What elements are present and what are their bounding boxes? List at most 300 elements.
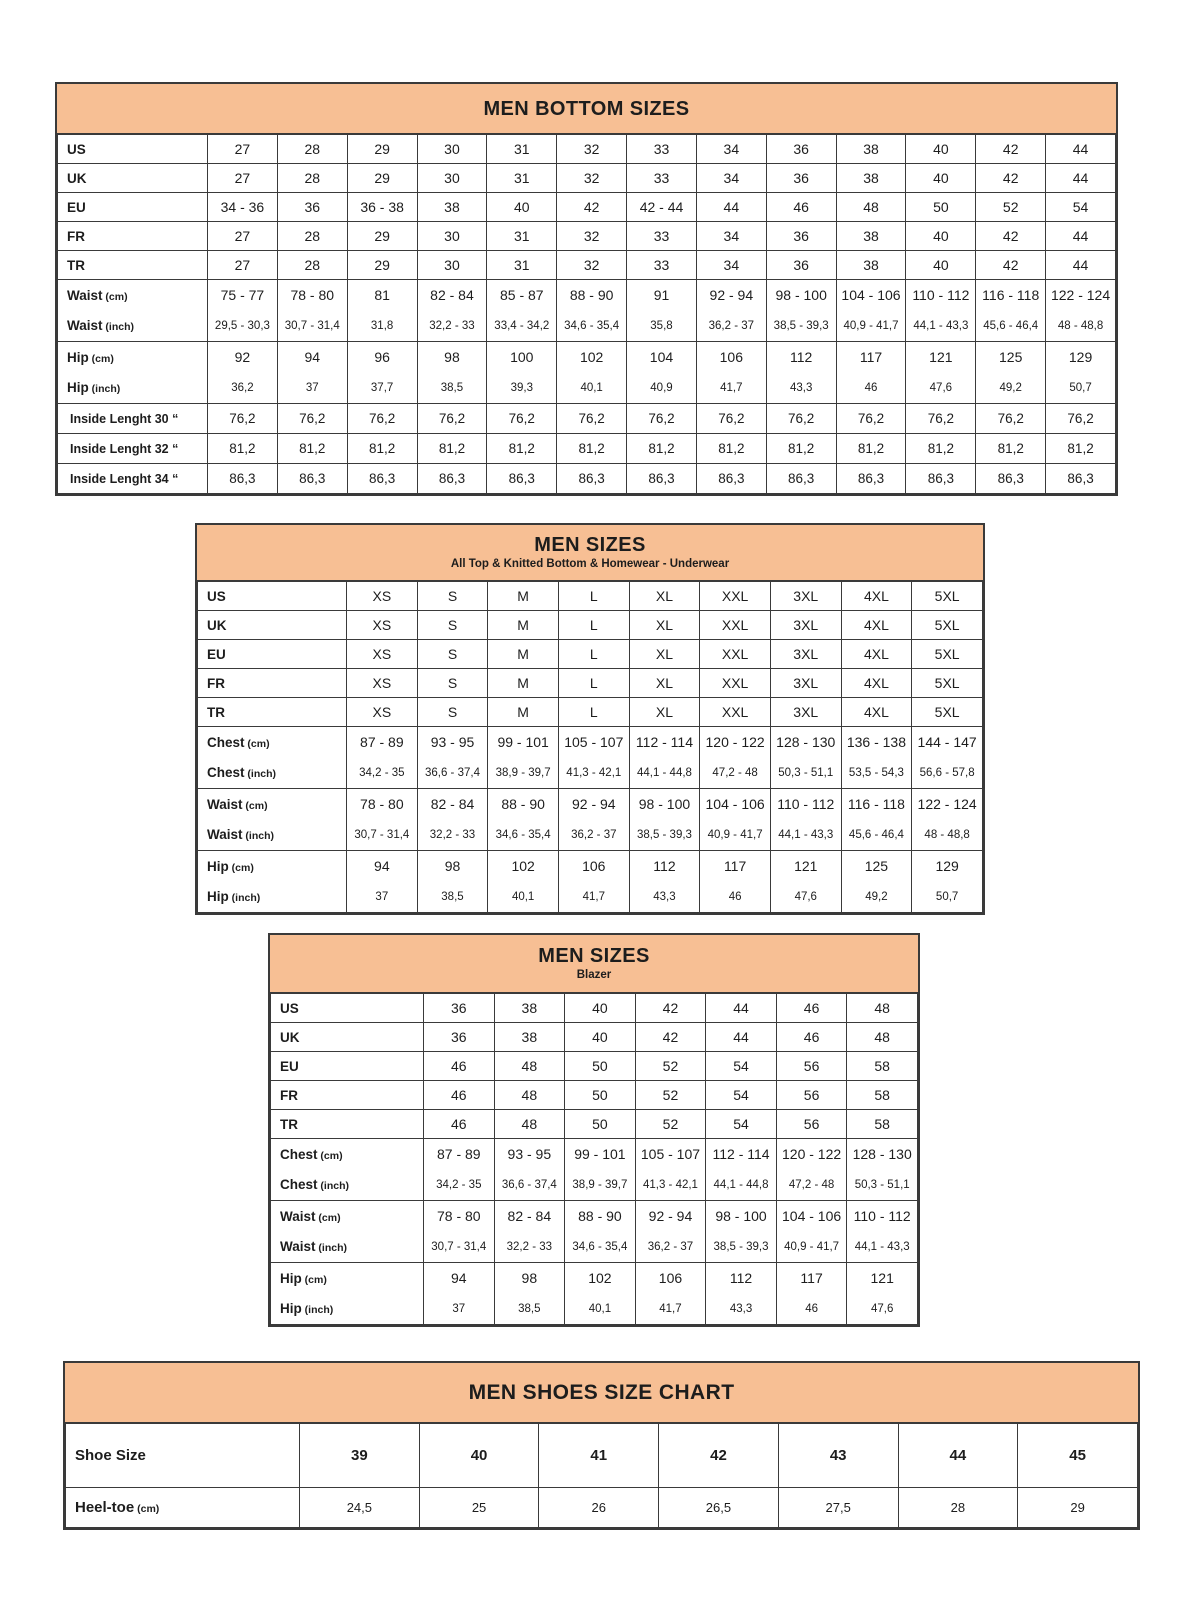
row-label: TR bbox=[58, 251, 208, 280]
size-cell: 56 bbox=[776, 1081, 847, 1110]
size-cell: 86,3 bbox=[627, 464, 697, 494]
row-label: Hip (inch) bbox=[271, 1294, 424, 1325]
size-cell: 46 bbox=[700, 882, 771, 913]
size-cell: 45,6 - 46,4 bbox=[976, 311, 1046, 342]
size-cell: M bbox=[488, 669, 559, 698]
size-cell: XS bbox=[347, 640, 418, 669]
size-cell: M bbox=[488, 698, 559, 727]
size-cell: 44,1 - 43,3 bbox=[847, 1232, 918, 1263]
size-cell: 29,5 - 30,3 bbox=[208, 311, 278, 342]
size-cell: 46 bbox=[776, 994, 847, 1023]
size-cell: 52 bbox=[635, 1110, 706, 1139]
size-cell: 50,3 - 51,1 bbox=[847, 1170, 918, 1201]
size-cell: 47,2 - 48 bbox=[700, 758, 771, 789]
size-cell: 33 bbox=[627, 164, 697, 193]
size-cell: 29 bbox=[347, 164, 417, 193]
size-cell: 110 - 112 bbox=[847, 1201, 918, 1232]
size-cell: 34 bbox=[696, 251, 766, 280]
table-row bbox=[198, 698, 983, 727]
size-cell: S bbox=[417, 640, 488, 669]
size-cell: 42 bbox=[976, 164, 1046, 193]
size-cell: 31 bbox=[487, 251, 557, 280]
table-row bbox=[58, 373, 1116, 404]
row-label: Waist (cm) bbox=[271, 1201, 424, 1232]
size-cell: 42 bbox=[976, 251, 1046, 280]
table-row bbox=[58, 342, 1116, 373]
size-cell: 86,3 bbox=[836, 464, 906, 494]
size-cell: XS bbox=[347, 582, 418, 611]
table-row bbox=[271, 1139, 918, 1170]
size-cell: 38,5 bbox=[494, 1294, 565, 1325]
size-cell: 99 - 101 bbox=[565, 1139, 636, 1170]
row-label: Waist (inch) bbox=[58, 311, 208, 342]
size-cell: 50 bbox=[906, 193, 976, 222]
size-cell: 3XL bbox=[770, 582, 841, 611]
size-cell: XL bbox=[629, 698, 700, 727]
size-cell: 28 bbox=[277, 251, 347, 280]
size-cell: 117 bbox=[700, 851, 771, 882]
table-row bbox=[271, 1232, 918, 1263]
size-cell: 44 bbox=[1046, 251, 1116, 280]
size-cell: 112 bbox=[766, 342, 836, 373]
table-row bbox=[271, 1201, 918, 1232]
size-cell: 96 bbox=[347, 342, 417, 373]
size-cell: 26,5 bbox=[659, 1488, 779, 1528]
size-cell: 30,7 - 31,4 bbox=[277, 311, 347, 342]
men-sizes-top-header bbox=[197, 525, 983, 581]
size-cell: 47,6 bbox=[906, 373, 976, 404]
size-cell: 122 - 124 bbox=[1046, 280, 1116, 311]
size-cell: 43,3 bbox=[766, 373, 836, 404]
size-cell: 76,2 bbox=[277, 404, 347, 434]
size-cell: 86,3 bbox=[487, 464, 557, 494]
size-cell: 32 bbox=[557, 251, 627, 280]
size-cell: 44 bbox=[706, 994, 777, 1023]
row-label: Hip (inch) bbox=[58, 373, 208, 404]
size-cell: 86,3 bbox=[976, 464, 1046, 494]
size-cell: 30,7 - 31,4 bbox=[424, 1232, 495, 1263]
size-cell: 86,3 bbox=[1046, 464, 1116, 494]
size-cell: 48 bbox=[847, 994, 918, 1023]
size-cell: 36 bbox=[766, 222, 836, 251]
size-cell: 81 bbox=[347, 280, 417, 311]
size-cell: 58 bbox=[847, 1052, 918, 1081]
size-cell: 36,2 bbox=[208, 373, 278, 404]
size-cell: 76,2 bbox=[766, 404, 836, 434]
size-cell: 121 bbox=[770, 851, 841, 882]
size-cell: 38,5 - 39,3 bbox=[629, 820, 700, 851]
size-cell: 94 bbox=[424, 1263, 495, 1294]
table-title: MEN SHOES SIZE CHART bbox=[468, 1380, 735, 1404]
size-cell: 44 bbox=[1046, 222, 1116, 251]
size-cell: 92 - 94 bbox=[635, 1201, 706, 1232]
table-row bbox=[271, 1081, 918, 1110]
size-cell: 129 bbox=[1046, 342, 1116, 373]
size-cell: 86,3 bbox=[766, 464, 836, 494]
row-label: Hip (inch) bbox=[198, 882, 347, 913]
size-cell: 48 - 48,8 bbox=[1046, 311, 1116, 342]
table-row bbox=[198, 582, 983, 611]
row-label: Waist (cm) bbox=[58, 280, 208, 311]
size-cell: 86,3 bbox=[277, 464, 347, 494]
size-cell: 86,3 bbox=[906, 464, 976, 494]
size-cell: 5XL bbox=[912, 640, 983, 669]
size-cell: L bbox=[558, 611, 629, 640]
size-cell: 102 bbox=[488, 851, 559, 882]
size-cell: 81,2 bbox=[766, 434, 836, 464]
size-cell: 33 bbox=[627, 251, 697, 280]
size-cell: 56 bbox=[776, 1110, 847, 1139]
row-label: Chest (cm) bbox=[271, 1139, 424, 1170]
table-title: MEN SIZES bbox=[538, 945, 650, 968]
size-cell: 4XL bbox=[841, 582, 912, 611]
size-cell: 81,2 bbox=[906, 434, 976, 464]
size-cell: 42 - 44 bbox=[627, 193, 697, 222]
size-cell: L bbox=[558, 698, 629, 727]
size-cell: 43,3 bbox=[706, 1294, 777, 1325]
table-row bbox=[58, 193, 1116, 222]
size-cell: 81,2 bbox=[976, 434, 1046, 464]
size-cell: 27 bbox=[208, 251, 278, 280]
size-cell: 52 bbox=[976, 193, 1046, 222]
size-cell: 110 - 112 bbox=[906, 280, 976, 311]
size-cell: 38,5 - 39,3 bbox=[766, 311, 836, 342]
size-cell: 81,2 bbox=[417, 434, 487, 464]
table-row bbox=[58, 280, 1116, 311]
size-cell: 3XL bbox=[770, 669, 841, 698]
size-cell: 78 - 80 bbox=[424, 1201, 495, 1232]
size-cell: 106 bbox=[696, 342, 766, 373]
size-cell: 110 - 112 bbox=[770, 789, 841, 820]
size-cell: 41,3 - 42,1 bbox=[635, 1170, 706, 1201]
size-cell: 86,3 bbox=[347, 464, 417, 494]
size-cell: 81,2 bbox=[1046, 434, 1116, 464]
size-cell: 58 bbox=[847, 1081, 918, 1110]
row-label: Inside Lenght 32 “ bbox=[58, 434, 208, 464]
size-cell: 36 bbox=[424, 994, 495, 1023]
row-label: EU bbox=[271, 1052, 424, 1081]
table-title: MEN SIZES bbox=[534, 534, 646, 557]
size-cell: 44,1 - 44,8 bbox=[706, 1170, 777, 1201]
size-cell: 112 - 114 bbox=[706, 1139, 777, 1170]
size-cell: 30 bbox=[417, 135, 487, 164]
size-cell: XXL bbox=[700, 669, 771, 698]
size-cell: 34 bbox=[696, 135, 766, 164]
size-cell: 29 bbox=[347, 251, 417, 280]
row-label: US bbox=[198, 582, 347, 611]
size-cell: XS bbox=[347, 698, 418, 727]
size-cell: 27,5 bbox=[778, 1488, 898, 1528]
size-cell: 81,2 bbox=[627, 434, 697, 464]
row-label: UK bbox=[58, 164, 208, 193]
size-cell: 29 bbox=[347, 135, 417, 164]
size-cell: 81,2 bbox=[487, 434, 557, 464]
size-cell: 38 bbox=[836, 251, 906, 280]
size-cell: 78 - 80 bbox=[347, 789, 418, 820]
size-cell: 3XL bbox=[770, 640, 841, 669]
size-cell: 50,3 - 51,1 bbox=[770, 758, 841, 789]
men-shoes-size-table bbox=[63, 1361, 1140, 1530]
size-cell: 46 bbox=[776, 1294, 847, 1325]
size-cell: 40,9 bbox=[627, 373, 697, 404]
table-row bbox=[66, 1424, 1138, 1488]
size-cell: 129 bbox=[912, 851, 983, 882]
men-shoes-size-grid bbox=[65, 1423, 1138, 1528]
size-cell: 120 - 122 bbox=[776, 1139, 847, 1170]
size-cell: 86,3 bbox=[696, 464, 766, 494]
size-cell: 50 bbox=[565, 1081, 636, 1110]
size-cell: M bbox=[488, 611, 559, 640]
size-cell: 40 bbox=[565, 1023, 636, 1052]
row-label: Chest (inch) bbox=[198, 758, 347, 789]
size-cell: 85 - 87 bbox=[487, 280, 557, 311]
men-sizes-blazer-table bbox=[268, 933, 920, 1327]
size-cell: 144 - 147 bbox=[912, 727, 983, 758]
size-cell: 5XL bbox=[912, 698, 983, 727]
table-row bbox=[198, 727, 983, 758]
size-cell: 30,7 - 31,4 bbox=[347, 820, 418, 851]
size-cell: 34,6 - 35,4 bbox=[488, 820, 559, 851]
size-cell: L bbox=[558, 640, 629, 669]
row-label: Waist (inch) bbox=[271, 1232, 424, 1263]
size-cell: 28 bbox=[277, 164, 347, 193]
size-cell: S bbox=[417, 698, 488, 727]
size-cell: 38 bbox=[836, 164, 906, 193]
size-cell: 32 bbox=[557, 135, 627, 164]
size-cell: 38 bbox=[494, 1023, 565, 1052]
size-cell: 48 bbox=[494, 1052, 565, 1081]
row-label: FR bbox=[271, 1081, 424, 1110]
row-label: Heel-toe (cm) bbox=[66, 1488, 300, 1528]
size-cell: 46 bbox=[424, 1081, 495, 1110]
men-sizes-top-grid bbox=[197, 581, 983, 913]
size-cell: 28 bbox=[277, 135, 347, 164]
size-cell: 50 bbox=[565, 1052, 636, 1081]
size-cell: 102 bbox=[565, 1263, 636, 1294]
size-cell: 76,2 bbox=[836, 404, 906, 434]
size-cell: 39 bbox=[300, 1424, 420, 1488]
table-row bbox=[58, 222, 1116, 251]
size-cell: 100 bbox=[487, 342, 557, 373]
size-cell: 32 bbox=[557, 164, 627, 193]
size-cell: 33,4 - 34,2 bbox=[487, 311, 557, 342]
table-row bbox=[66, 1488, 1138, 1528]
size-cell: 40 bbox=[565, 994, 636, 1023]
size-cell: 86,3 bbox=[557, 464, 627, 494]
men-bottom-sizes-grid bbox=[57, 134, 1116, 494]
size-cell: 42 bbox=[635, 994, 706, 1023]
size-cell: 81,2 bbox=[557, 434, 627, 464]
size-cell: 48 bbox=[494, 1081, 565, 1110]
size-cell: 44 bbox=[1046, 164, 1116, 193]
table-row bbox=[198, 789, 983, 820]
table-title: MEN BOTTOM SIZES bbox=[483, 97, 690, 120]
size-cell: 40,1 bbox=[488, 882, 559, 913]
size-cell: 78 - 80 bbox=[277, 280, 347, 311]
size-cell: 128 - 130 bbox=[847, 1139, 918, 1170]
size-cell: 104 - 106 bbox=[700, 789, 771, 820]
size-cell: 44 bbox=[1046, 135, 1116, 164]
size-cell: 92 - 94 bbox=[558, 789, 629, 820]
size-cell: 54 bbox=[706, 1110, 777, 1139]
size-cell: 48 bbox=[494, 1110, 565, 1139]
size-cell: XXL bbox=[700, 611, 771, 640]
size-cell: 48 - 48,8 bbox=[912, 820, 983, 851]
table-subtitle: Blazer bbox=[576, 969, 612, 982]
row-label: Waist (cm) bbox=[198, 789, 347, 820]
size-cell: 48 bbox=[847, 1023, 918, 1052]
size-cell: 40 bbox=[906, 164, 976, 193]
size-cell: 104 - 106 bbox=[776, 1201, 847, 1232]
size-cell: 105 - 107 bbox=[558, 727, 629, 758]
size-cell: 36,6 - 37,4 bbox=[417, 758, 488, 789]
size-cell: 44 bbox=[696, 193, 766, 222]
size-cell: 34,6 - 35,4 bbox=[557, 311, 627, 342]
size-cell: 40,9 - 41,7 bbox=[776, 1232, 847, 1263]
size-cell: 125 bbox=[976, 342, 1046, 373]
size-cell: 37,7 bbox=[347, 373, 417, 404]
size-cell: 5XL bbox=[912, 669, 983, 698]
table-row bbox=[58, 404, 1116, 434]
size-cell: 104 bbox=[627, 342, 697, 373]
size-cell: 38,5 bbox=[417, 882, 488, 913]
size-cell: 125 bbox=[841, 851, 912, 882]
size-cell: 30 bbox=[417, 251, 487, 280]
size-cell: 116 - 118 bbox=[841, 789, 912, 820]
size-cell: 92 bbox=[208, 342, 278, 373]
size-cell: 36,2 - 37 bbox=[635, 1232, 706, 1263]
size-cell: 29 bbox=[347, 222, 417, 251]
size-cell: 136 - 138 bbox=[841, 727, 912, 758]
size-cell: 112 bbox=[629, 851, 700, 882]
size-cell: 31 bbox=[487, 222, 557, 251]
size-cell: 40,1 bbox=[557, 373, 627, 404]
size-cell: 76,2 bbox=[627, 404, 697, 434]
table-row bbox=[198, 882, 983, 913]
size-cell: 50,7 bbox=[912, 882, 983, 913]
size-cell: 47,2 - 48 bbox=[776, 1170, 847, 1201]
size-cell: 86,3 bbox=[208, 464, 278, 494]
size-cell: 117 bbox=[776, 1263, 847, 1294]
size-cell: 42 bbox=[659, 1424, 779, 1488]
size-cell: XL bbox=[629, 611, 700, 640]
size-cell: 46 bbox=[776, 1023, 847, 1052]
table-row bbox=[58, 464, 1116, 494]
size-cell: 5XL bbox=[912, 582, 983, 611]
size-cell: 82 - 84 bbox=[494, 1201, 565, 1232]
size-cell: M bbox=[488, 582, 559, 611]
size-cell: 76,2 bbox=[976, 404, 1046, 434]
size-cell: 76,2 bbox=[1046, 404, 1116, 434]
size-cell: 37 bbox=[277, 373, 347, 404]
size-cell: 48 bbox=[836, 193, 906, 222]
size-cell: 94 bbox=[277, 342, 347, 373]
size-cell: L bbox=[558, 669, 629, 698]
row-label: Shoe Size bbox=[66, 1424, 300, 1488]
size-cell: 38,9 - 39,7 bbox=[565, 1170, 636, 1201]
size-cell: 34 bbox=[696, 222, 766, 251]
size-cell: S bbox=[417, 582, 488, 611]
size-cell: 93 - 95 bbox=[494, 1139, 565, 1170]
size-cell: 91 bbox=[627, 280, 697, 311]
size-cell: XS bbox=[347, 669, 418, 698]
table-row bbox=[198, 758, 983, 789]
size-cell: 81,2 bbox=[277, 434, 347, 464]
size-cell: 34,2 - 35 bbox=[347, 758, 418, 789]
size-cell: 40,1 bbox=[565, 1294, 636, 1325]
size-cell: 104 - 106 bbox=[836, 280, 906, 311]
table-row bbox=[271, 1052, 918, 1081]
size-cell: 46 bbox=[424, 1052, 495, 1081]
table-row bbox=[58, 251, 1116, 280]
size-cell: 31 bbox=[487, 164, 557, 193]
size-cell: XL bbox=[629, 669, 700, 698]
size-cell: XL bbox=[629, 640, 700, 669]
size-cell: 82 - 84 bbox=[417, 280, 487, 311]
size-cell: 49,2 bbox=[841, 882, 912, 913]
size-cell: 35,8 bbox=[627, 311, 697, 342]
table-row bbox=[58, 135, 1116, 164]
size-cell: 93 - 95 bbox=[417, 727, 488, 758]
size-cell: 88 - 90 bbox=[557, 280, 627, 311]
size-cell: 32 bbox=[557, 222, 627, 251]
size-cell: M bbox=[488, 640, 559, 669]
size-cell: 75 - 77 bbox=[208, 280, 278, 311]
size-cell: 36 bbox=[424, 1023, 495, 1052]
size-cell: 50,7 bbox=[1046, 373, 1116, 404]
size-cell: 45 bbox=[1018, 1424, 1138, 1488]
size-cell: XXL bbox=[700, 582, 771, 611]
row-label: UK bbox=[198, 611, 347, 640]
size-cell: 38 bbox=[417, 193, 487, 222]
size-cell: 36 bbox=[766, 251, 836, 280]
size-cell: 40 bbox=[906, 251, 976, 280]
size-cell: 43 bbox=[778, 1424, 898, 1488]
size-cell: 122 - 124 bbox=[912, 789, 983, 820]
size-cell: 50 bbox=[565, 1110, 636, 1139]
row-label: EU bbox=[58, 193, 208, 222]
size-cell: 112 bbox=[706, 1263, 777, 1294]
size-cell: S bbox=[417, 669, 488, 698]
table-row bbox=[271, 1294, 918, 1325]
size-cell: 76,2 bbox=[696, 404, 766, 434]
size-cell: 31 bbox=[487, 135, 557, 164]
table-row bbox=[198, 851, 983, 882]
size-cell: 36 bbox=[277, 193, 347, 222]
size-cell: 46 bbox=[836, 373, 906, 404]
size-cell: L bbox=[558, 582, 629, 611]
size-cell: 42 bbox=[976, 135, 1046, 164]
size-cell: 44,1 - 43,3 bbox=[770, 820, 841, 851]
row-label: Chest (cm) bbox=[198, 727, 347, 758]
men-sizes-blazer-grid bbox=[270, 993, 918, 1325]
size-cell: XS bbox=[347, 611, 418, 640]
size-cell: 121 bbox=[906, 342, 976, 373]
row-label: US bbox=[58, 135, 208, 164]
size-cell: 88 - 90 bbox=[565, 1201, 636, 1232]
size-cell: 40 bbox=[487, 193, 557, 222]
size-cell: 87 - 89 bbox=[347, 727, 418, 758]
size-cell: 34,6 - 35,4 bbox=[565, 1232, 636, 1263]
size-cell: 34 bbox=[696, 164, 766, 193]
size-cell: 4XL bbox=[841, 640, 912, 669]
size-cell: 36 bbox=[766, 135, 836, 164]
size-cell: 38 bbox=[836, 135, 906, 164]
size-cell: 38,9 - 39,7 bbox=[488, 758, 559, 789]
size-cell: 106 bbox=[635, 1263, 706, 1294]
size-cell: 44,1 - 44,8 bbox=[629, 758, 700, 789]
table-row bbox=[271, 1023, 918, 1052]
